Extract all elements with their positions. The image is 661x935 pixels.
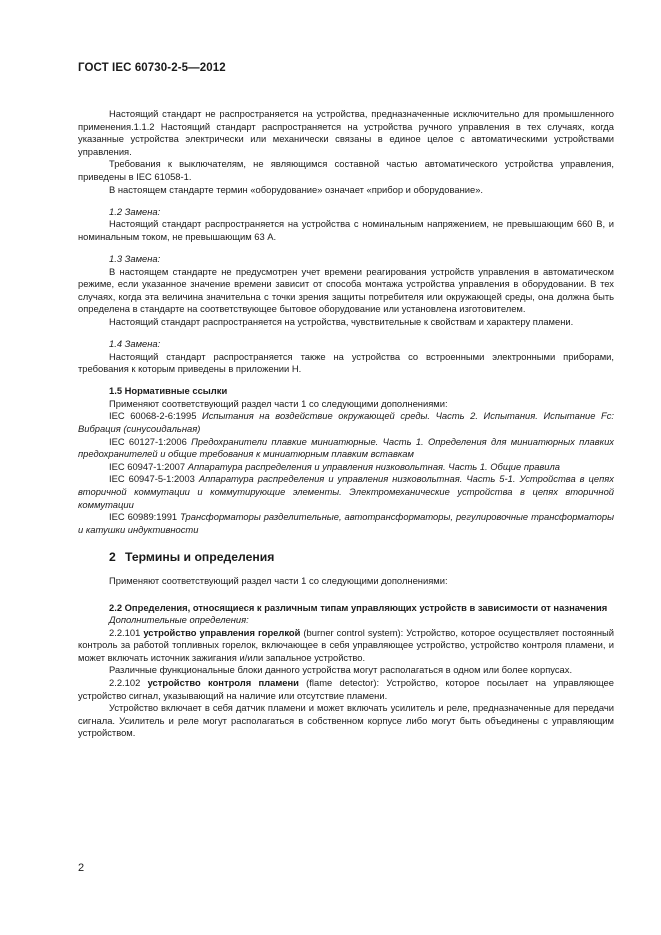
document-body	[78, 108, 614, 740]
section-1-5-heading	[78, 385, 614, 398]
section-1-3-label: 1.3 Замена:	[109, 252, 161, 264]
reference-code: IEC 60947-1:2007	[109, 460, 188, 472]
page-number: 2	[78, 862, 85, 874]
section-1-4-label: 1.4 Замена:	[109, 338, 161, 349]
paragraph: Применяют соответствующий раздел части 1 со следующими дополнениями:	[109, 397, 448, 409]
definition-text: (burner control system): Устройство, которое осуществляет постоянный контроль за работой топливных горелок, включающее в себя управляющее устройство, устройство контроля пламени, и может включать источник зажигания и/или запальное устройство.	[78, 626, 614, 663]
page-header: ГОСТ IEC 60730-2-5—2012	[78, 62, 226, 74]
subsection-label: Дополнительные определения:	[109, 614, 249, 626]
definition-term: устройство контроля пламени	[147, 677, 299, 689]
paragraph: Настоящий стандарт распространяется на устройства с номинальным напряжением, не превышающим 660 В, и номинальным током, не превышающим 63 А.	[78, 218, 614, 242]
reference-title: Аппаратура распределения и управления низковольтная. Часть 5-1. Устройства в цепях вторичной коммутации и коммутирующие элементы. Электромеханические устройства в цепях вторичной коммутации	[78, 473, 614, 510]
section-1-5-label: 1.5 Нормативные ссылки	[109, 385, 228, 397]
definition-text: (flame detector): Устройство, которое посылает на управляющее устройство сигнал, указывающий на наличие или отсутствие пламени.	[78, 677, 614, 701]
reference-title: Аппаратура распределения и управления низковольтная. Часть 1. Общие правила	[187, 460, 561, 472]
reference-title: Трансформаторы разделительные, автотрансформаторы, регулировочные трансформаторы и катушки индуктивности	[78, 511, 614, 535]
reference-item	[78, 436, 614, 461]
section-2-number: 2	[109, 550, 116, 565]
definition-2-2-101	[78, 627, 614, 665]
reference-item	[78, 473, 614, 511]
definition-2-2-102	[78, 677, 614, 702]
reference-title: Предохранители плавкие миниатюрные. Часть 1. Определения для миниатюрных плавких предохранителей и общие требования к миниатюрным плавким вставкам	[78, 435, 614, 460]
paragraph: Устройство включает в себя датчик пламени и может включать усилитель и реле, предназначенные для передачи сигнала. Усилитель и реле могут располагаться в собственном корпусе либо могут быть объединены с управляющим устройством.	[78, 702, 614, 739]
section-2-title: Термины и определения	[125, 550, 275, 565]
paragraph: Требования к выключателям, не являющимся составной частью автоматического устройства управления, приведены в IEC 61058-1.	[78, 158, 614, 182]
section-2-2-heading	[78, 602, 614, 615]
definition-number: 2.2.102	[109, 677, 148, 689]
section-2-2-title: 2.2 Определения, относящиеся к различным типам управляющих устройств в зависимости от назначения	[109, 601, 608, 613]
reference-item	[78, 461, 614, 474]
reference-item	[78, 511, 614, 536]
paragraph: Настоящий стандарт распространяется также на устройства со встроенными электронными приборами, требования к которым приведены в приложении Н.	[78, 350, 614, 375]
reference-item	[78, 410, 614, 435]
paragraph: В настоящем стандарте не предусмотрен учет времени реагирования устройств управления в автоматическом режиме, если указанное значение времени зависит от способа монтажа устройства управления в оборудовании. В тех случаях, когда эта величина значительна с точки зрения защиты потребителя или окружающей среды, она должна быть определена в стандарте на соответствующее бытовое оборудование или установлена изготовителем.	[78, 265, 614, 315]
paragraph: Настоящий стандарт распространяется на устройства, чувствительные к свойствам и характеру пламени.	[109, 315, 574, 327]
definition-term: устройство управления горелкой	[143, 626, 301, 638]
reference-code: IEC 60989:1991	[109, 511, 181, 523]
reference-code: IEC 60068-2-6:1995	[109, 410, 202, 422]
section-2-heading	[78, 549, 614, 565]
reference-code: IEC 60127-1:2006	[109, 435, 192, 447]
paragraph: В настоящем стандарте термин «оборудование» означает «прибор и оборудование».	[109, 183, 484, 195]
definition-number: 2.2.101	[109, 626, 144, 638]
reference-title: Испытания на воздействие окружающей среды. Часть 2. Испытания. Испытание Fc: Вибрация (синусоидальная)	[78, 410, 614, 435]
paragraph: Применяют соответствующий раздел части 1 со следующими дополнениями:	[109, 574, 448, 586]
section-1-2-label: 1.2 Замена:	[109, 205, 161, 217]
paragraph: Настоящий стандарт не распространяется на устройства, предназначенные исключительно для промышленного применения.1.1.2 Настоящий стандарт распространяется на устройства ручного управления в тех случаях, когда указанные устройства электрически или механически связаны в единое целое с автоматическими устройствами управления.	[78, 108, 614, 157]
reference-code: IEC 60947-5-1:2003	[109, 473, 199, 485]
paragraph: Различные функциональные блоки данного устройства могут располагаться в одном или более корпусах.	[109, 664, 573, 676]
